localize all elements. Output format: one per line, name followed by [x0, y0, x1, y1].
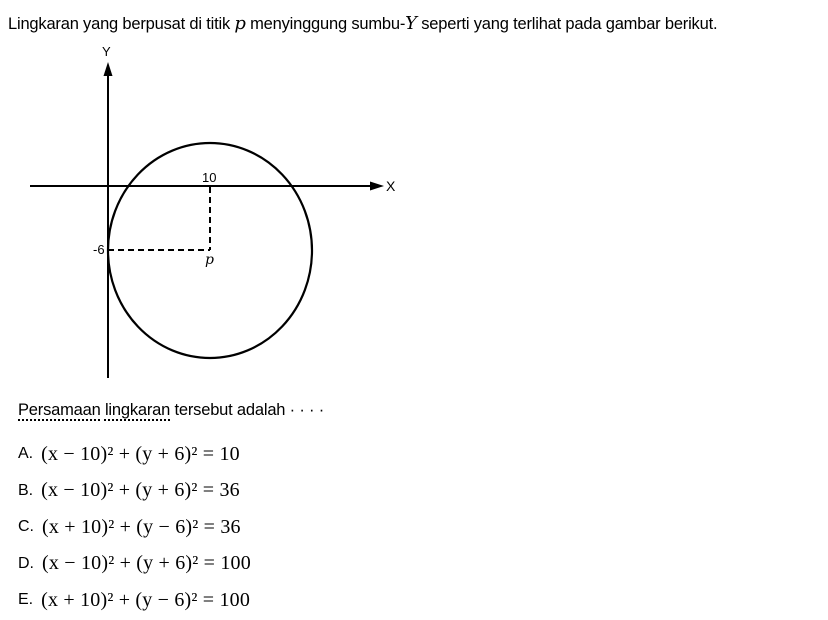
- x-axis-arrow-icon: [370, 182, 384, 191]
- option-letter: B.: [18, 481, 34, 499]
- x-axis-label: X: [386, 178, 396, 194]
- circle-diagram: [0, 40, 420, 390]
- option-c[interactable]: [18, 509, 251, 546]
- option-equation: (x − 10)² + (y + 6)² = 36: [41, 479, 240, 502]
- option-b[interactable]: [18, 473, 251, 510]
- option-letter: E.: [18, 591, 34, 609]
- y-axis-label: Y: [102, 44, 111, 59]
- option-equation: (x + 10)² + (y − 6)² = 36: [42, 515, 241, 538]
- diagram-svg: [0, 40, 420, 390]
- option-letter: A.: [18, 445, 34, 463]
- question-word-lingkaran: lingkaran: [104, 401, 171, 419]
- option-letter: D.: [18, 554, 34, 572]
- prompt-text-start: Lingkaran yang berpusat di titik: [8, 15, 235, 33]
- var-Y: Y: [405, 13, 417, 34]
- tick-label-neg6: -6: [93, 242, 105, 257]
- question-word-persamaan: Persamaan: [18, 401, 101, 419]
- y-axis-arrow-icon: [104, 62, 113, 76]
- tick-label-10: 10: [202, 170, 217, 185]
- prompt-text-end: seperti yang terlihat pada gambar berikut.: [416, 15, 718, 33]
- problem-prompt: [8, 13, 717, 34]
- var-p: p: [234, 13, 246, 34]
- question-rest: tersebut adalah · · · ·: [170, 401, 324, 419]
- answer-options: [18, 436, 251, 619]
- question-text: [18, 401, 324, 420]
- option-a[interactable]: [18, 436, 251, 473]
- option-equation: (x − 10)² + (y + 6)² = 10: [41, 442, 240, 465]
- prompt-text-mid: menyinggung sumbu-: [245, 15, 406, 33]
- option-equation: (x − 10)² + (y + 6)² = 100: [42, 552, 251, 575]
- option-equation: (x + 10)² + (y − 6)² = 100: [41, 588, 251, 611]
- center-point-label: p: [205, 252, 214, 268]
- option-e[interactable]: [18, 582, 251, 619]
- option-letter: C.: [18, 518, 34, 536]
- option-d[interactable]: [18, 546, 251, 583]
